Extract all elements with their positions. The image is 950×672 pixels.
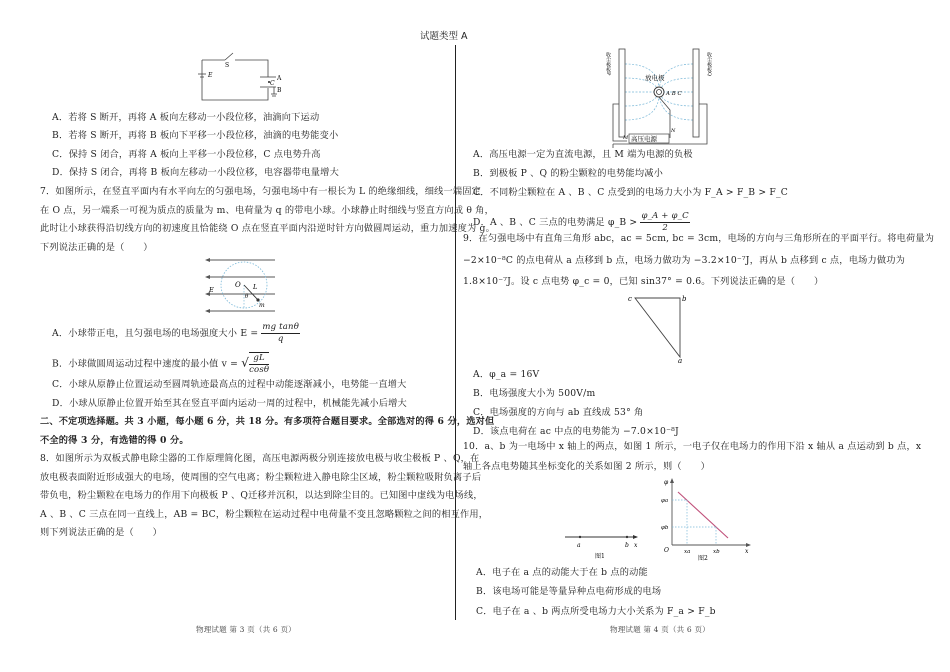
svg-text:E: E [208,72,213,79]
svg-text:B: B [277,87,282,94]
potential-graph-figure-2 [660,477,755,562]
svg-text:L: L [253,283,258,291]
svg-text:图1: 图1 [595,553,605,560]
q8-stem-line1: 8．如图所示为双板式静电除尘器的工作原理简化图，高压电源两极分别连接放电极与收尘极板 P 、Q，在 [40,453,480,464]
svg-text:高压电源: 高压电源 [631,135,657,143]
svg-text:E: E [209,286,214,294]
x-axis-figure-1 [560,525,640,560]
q9-stem-line1: 9．在匀强电场中有直角三角形 abc，ac = 5cm, bc = 3cm，电场的方向与三角形所在的平面平行。将电荷量为 [463,233,935,244]
right-page-footer: 物理试题 第 4 页（共 6 页） [610,625,710,634]
svg-text:c: c [628,295,632,303]
svg-text:xb: xb [713,549,720,555]
svg-text:x: x [745,548,749,555]
svg-text:b: b [682,295,687,303]
svg-text:C: C [270,80,275,87]
q7-stem-line2: 在 O 点，另一端系一可视为质点的质量为 m、电荷量为 q 的带电小球。小球静止时细线与竖直方向成 θ 角， [40,205,494,216]
svg-text:m: m [259,302,265,309]
q7-stem-line4: 下列说法正确的是（ ） [40,242,153,253]
q10-stem-line2: 轴上各点电势随其坐标变化的关系如图 2 所示，则（ ） [463,461,710,472]
q9-option-a: A．φ_a = 16V [473,369,540,380]
capacitor-circuit-figure [195,50,285,105]
q8-option-c: C．不同粉尘颗粒在 A 、B 、C 点受到的电场力大小为 F_A > F_B > F_C [473,187,788,198]
svg-text:放电极: 放电极 [645,74,665,82]
q6-option-a: A．若将 S 断开，再将 A 板向左移动一小段位移，油滴向下运动 [52,112,320,123]
pendulum-field-figure [200,252,280,314]
q8-option-d: D．A 、B 、C 三点的电势满足 φ_B > $\frac{\varphi\_A + \varphi\_C}{2}$ [473,211,689,233]
q7-stem-line3: 此时让小球获得沿切线方向的初速度且恰能绕 O 点在竖直平面内沿逆时针方向做圆周运动，重力加速度为 g。 [40,223,495,234]
page-divider [455,45,456,620]
q7-option-a: A．小球带正电，且匀强电场的电场强度大小 E = $\frac{\text{mg tanθ}}{q}$ [52,322,300,344]
svg-text:a: a [678,357,683,363]
svg-text:φa: φa [661,498,669,504]
section2-heading-line2: 不全的得 3 分，有选错的得 0 分。 [40,435,189,446]
q10-option-a: A．电子在 a 点的动能大于在 b 点的动能 [476,567,648,578]
svg-text:x: x [634,542,638,549]
q10-stem-line1: 10．a、b 为一电场中 x 轴上的两点，如图 1 所示，一电子仅在电场力的作用下沿 x 轴从 a 点运动到 b 点，x [463,441,922,452]
q6-option-b: B．若将 S 断开，再将 B 板向下平移一小段位移，油滴的电势能变小 [52,130,339,141]
svg-text:A: A [277,75,282,82]
section2-heading-line1: 二、不定项选择题。共 3 小题，每小题 6 分，共 18 分。有多项符合题目要求。全部选对的得 6 分，选对但 [40,416,495,427]
q6-option-d: D．保持 S 闭合，再将 B 板向左移动一小段位移，电容器带电量增大 [52,167,339,178]
q7-option-d: D．小球从原静止位置开始至其在竖直平面内运动一周的过程中，机械能先减小后增大 [52,398,407,409]
svg-text:b: b [625,542,629,549]
q9-option-b: B．电场强度大小为 500V/m [473,388,596,399]
q10-option-b: B．该电场可能是等量异种点电荷形成的电场 [476,586,662,597]
q10-option-c: C．电子在 a 、b 两点所受电场力大小关系为 F_a > F_b [476,606,716,617]
q7-stem-line1: 7．如图所示，在竖直平面内有水平向左的匀强电场，匀强电场中有一根长为 L 的绝缘细线，细线一端固定 [40,186,482,197]
q6-option-c: C．保持 S 闭合，再将 A 板向上平移一小段位移，C 点电势升高 [52,149,321,160]
svg-text:收尘极板P: 收尘极板P [605,52,611,76]
q7-option-c: C．小球从原静止位置运动至圆周轨迹最高点的过程中动能逐渐减小，电势能一直增大 [52,379,407,390]
svg-text:S: S [225,62,230,69]
q7-option-b: B．小球做圆周运动过程中速度的最小值 v = √ $\frac{gL}{\cos\theta}$ [52,353,270,375]
svg-text:M: M [623,135,629,141]
electrostatic-precipitator-figure [605,44,715,149]
right-triangle-figure [625,293,690,363]
q8-option-a: A．高压电源一定为直流电源，且 M 端为电源的负极 [473,149,693,160]
q8-stem-line5: 则下列说法正确的是（ ） [40,527,163,538]
q8-stem-line2: 放电极表面附近形成强大的电场，使周围的空气电离；粉尘颗粒进入静电除尘区域，粉尘颗粒吸附负离子后 [40,472,482,483]
svg-text:A B C: A B C [666,91,682,97]
svg-text:a: a [577,542,581,549]
left-page-footer: 物理试题 第 3 页（共 6 页） [196,625,296,634]
q9-option-c: C．电场强度的方向与 ab 直线成 53° 角 [473,407,644,418]
q8-option-b: B．到极板 P 、Q 的粉尘颗粒的电势能均减小 [473,168,664,179]
svg-text:O: O [664,547,669,554]
svg-text:θ: θ [245,294,249,300]
svg-text:N: N [671,128,676,134]
svg-text:xa: xa [684,549,691,555]
svg-text:φ: φ [664,479,669,486]
svg-text:O: O [235,281,241,289]
q9-option-d: D．该点电荷在 ac 中点的电势能为 −7.0×10⁻⁸J [473,426,679,437]
q9-stem-line3: 1.8×10⁻⁷J。设 c 点电势 φ_c = 0，已知 sin37° = 0.6。下列说法正确的是（ ） [463,276,824,287]
svg-text:图2: 图2 [698,555,708,562]
svg-text:收尘极板Q: 收尘极板Q [706,52,712,77]
exam-type-header: 试题类型 A [420,31,468,42]
q9-stem-line2: −2×10⁻⁸C 的点电荷从 a 点移到 b 点，电场力做功为 −3.2×10⁻⁷J，再从 b 点移到 c 点，电场力做功为 [463,255,906,266]
q8-stem-line4: A 、B 、C 三点在同一直线上，AB = BC，粉尘颗粒在运动过程中电荷量不变且忽略颗粒之间的相互作用， [40,509,489,520]
svg-text:φb: φb [661,525,669,531]
q8-stem-line3: 带负电，粉尘颗粒在电场力的作用下向极板 P 、Q迁移并沉积，以达到除尘目的。已知图中虚线为电场线， [40,490,483,501]
